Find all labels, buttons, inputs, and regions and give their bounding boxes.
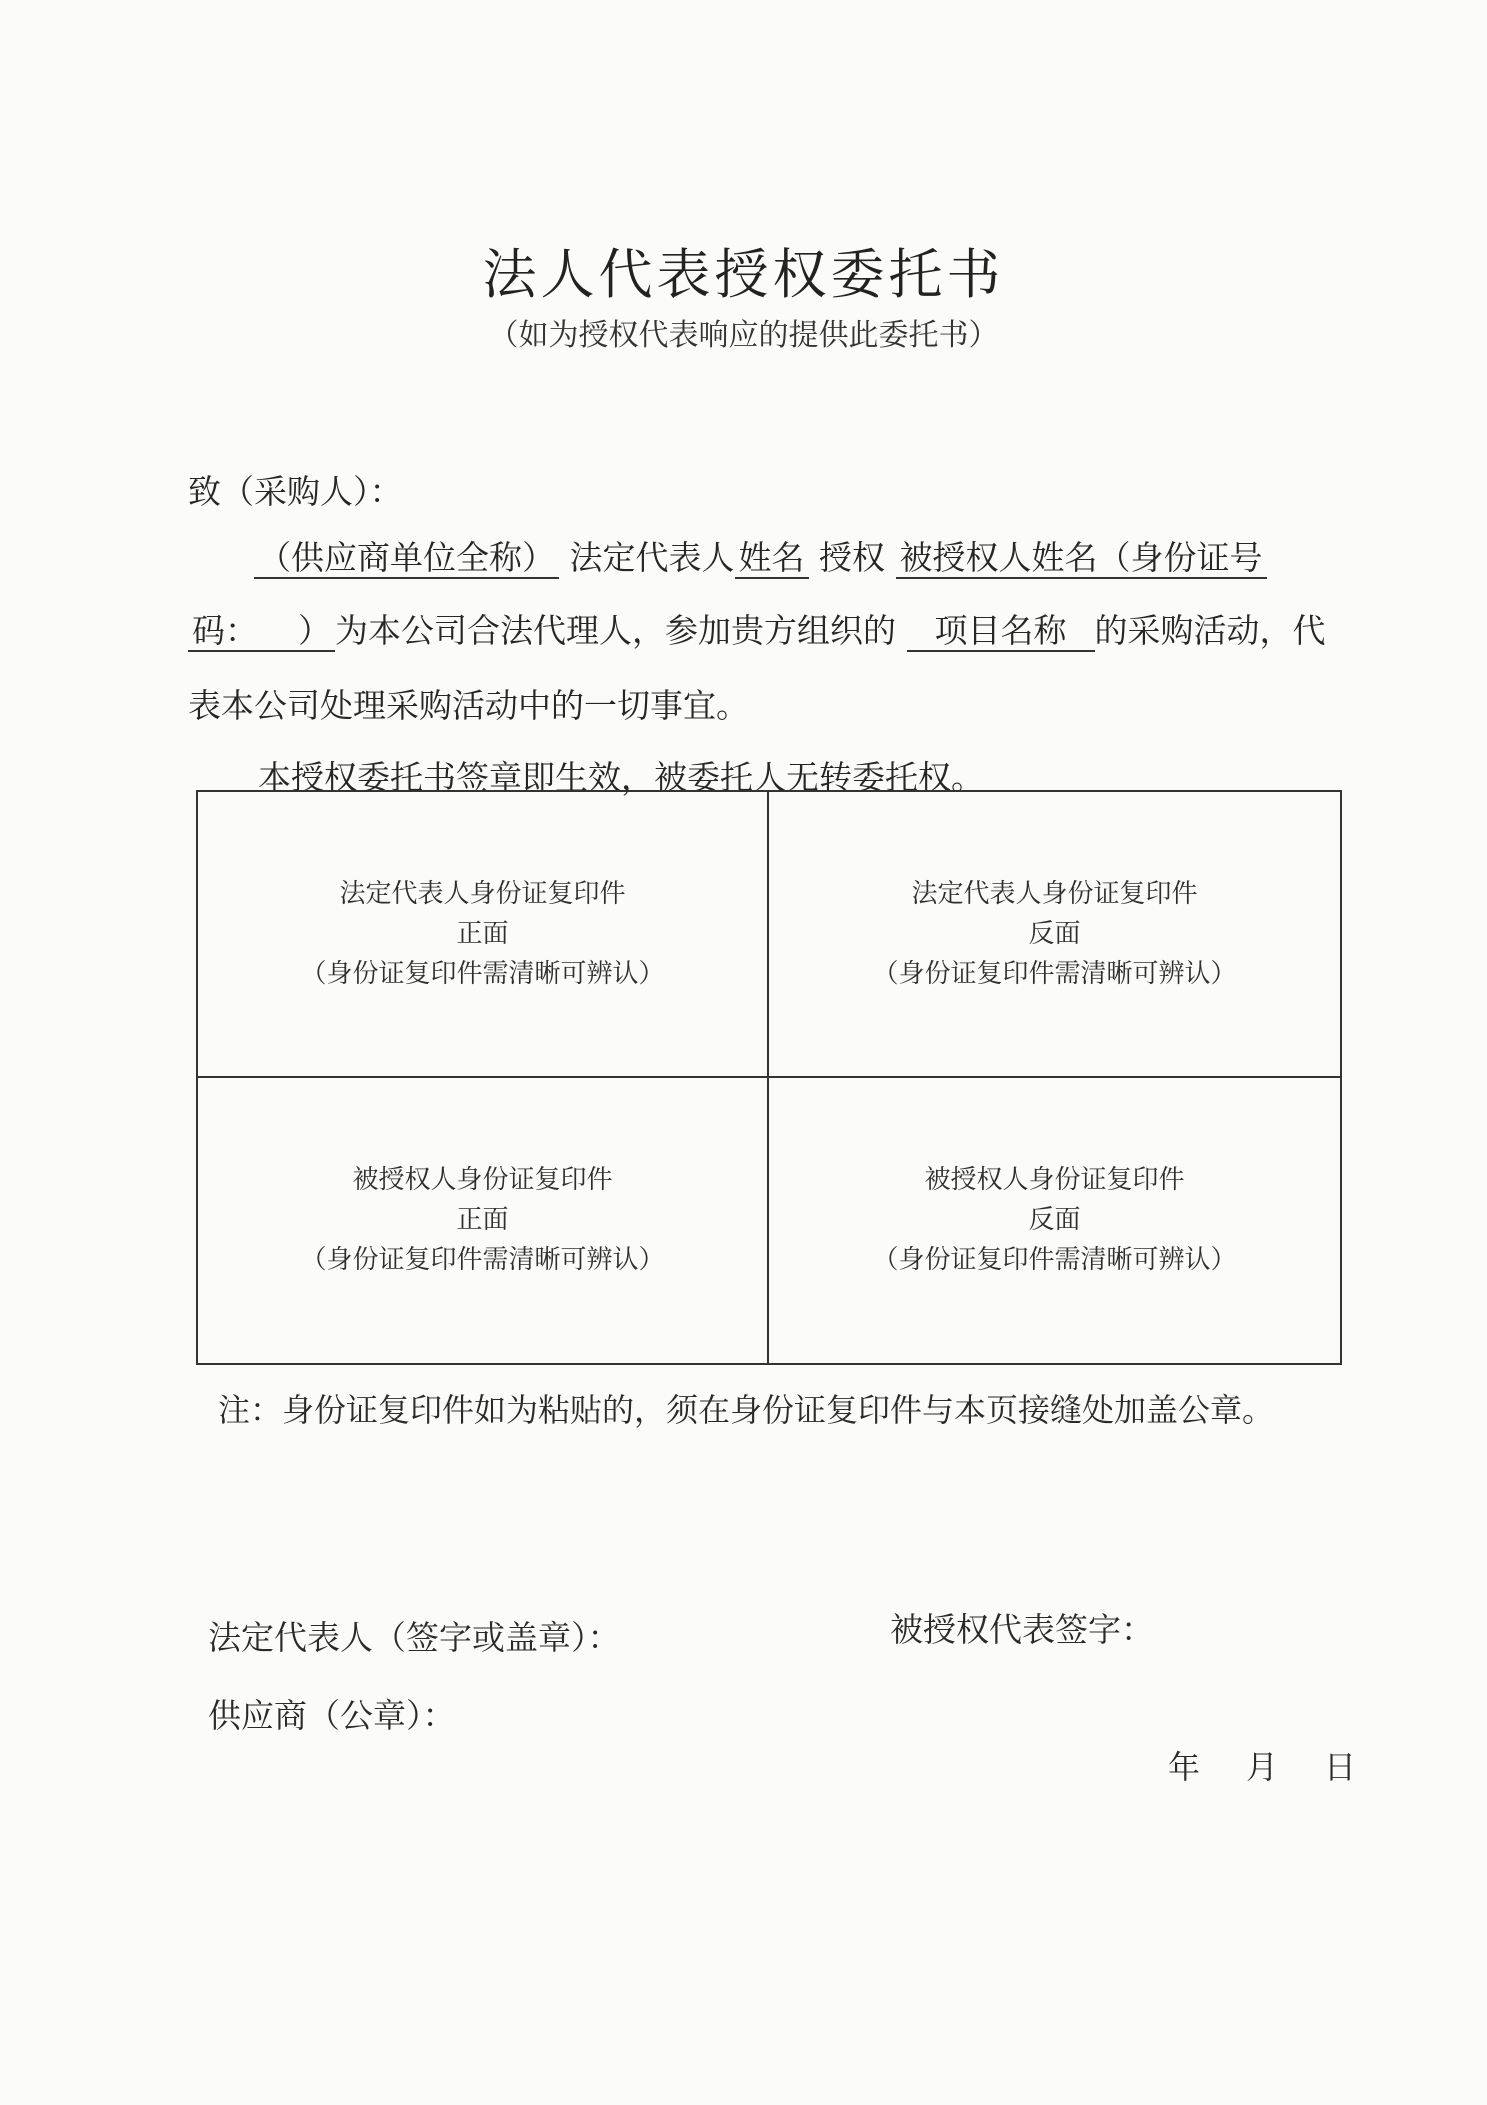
cell-note: （身份证复印件需清晰可辨认）: [300, 958, 665, 989]
date-day: 日: [1324, 1748, 1359, 1786]
project-name: 项目名称: [934, 611, 1067, 650]
id-number-label: 码：: [192, 611, 258, 650]
cell-title: 被授权人身份证复印件: [924, 1165, 1185, 1196]
date-line: [1168, 1742, 1358, 1788]
body-text-legal-rep: 法定代表人: [569, 538, 735, 577]
body-text-activity: 的采购活动，代: [1094, 611, 1326, 650]
body-line-3: 表本公司处理采购活动中的一切事宜。: [188, 686, 749, 725]
cell-title: 被授权人身份证复印件: [352, 1165, 613, 1196]
agent-id-front-cell: [198, 1078, 769, 1364]
body-line-4: 本授权委托书签章即生效，被委托人无转委托权。: [258, 758, 984, 797]
date-year: 年: [1168, 1748, 1203, 1786]
cell-note: （身份证复印件需清晰可辨认）: [872, 1245, 1237, 1276]
legal-rep-signature-label: 法定代表人（签字或盖章）：: [208, 1618, 621, 1657]
project-name-field: [907, 611, 1095, 652]
legal-rep-id-front-cell: [198, 792, 769, 1078]
agent-signature-label: 被授权代表签字：: [890, 1610, 1154, 1649]
document-title: 法人代表授权委托书: [482, 243, 1005, 306]
legal-rep-name-field: 姓名: [735, 538, 809, 579]
legal-rep-id-back-cell: [769, 792, 1340, 1078]
id-number-close: ）: [298, 611, 331, 650]
cell-side: 反面: [1028, 1205, 1081, 1236]
addressee-line: 致（采购人）：: [188, 472, 403, 511]
agent-id-back-cell: [769, 1078, 1340, 1364]
document-subtitle: （如为授权代表响应的提供此委托书）: [488, 318, 999, 353]
id-copy-table: [196, 790, 1342, 1365]
cell-note: （身份证复印件需清晰可辨认）: [300, 1245, 665, 1276]
table-note: 注：身份证复印件如为粘贴的，须在身份证复印件与本页接缝处加盖公章。: [218, 1391, 1275, 1429]
date-month: 月: [1246, 1748, 1281, 1786]
supplier-seal-label: 供应商（公章）：: [208, 1696, 456, 1735]
id-number-field: [188, 611, 335, 652]
cell-side: 正面: [456, 918, 509, 949]
cell-side: 正面: [456, 1205, 509, 1236]
cell-title: 法定代表人身份证复印件: [911, 878, 1198, 909]
supplier-name-field: （供应商单位全称）: [254, 538, 559, 579]
cell-side: 反面: [1028, 918, 1081, 949]
body-line-1: [254, 532, 1267, 579]
agent-name-id-field: 被授权人姓名（身份证号: [896, 538, 1267, 579]
body-text-authorize: 授权: [819, 538, 885, 577]
body-text-agent: 为本公司合法代理人，参加贵方组织的: [335, 611, 896, 650]
cell-note: （身份证复印件需清晰可辨认）: [872, 958, 1237, 989]
cell-title: 法定代表人身份证复印件: [339, 878, 626, 909]
body-line-2: [188, 605, 1326, 652]
